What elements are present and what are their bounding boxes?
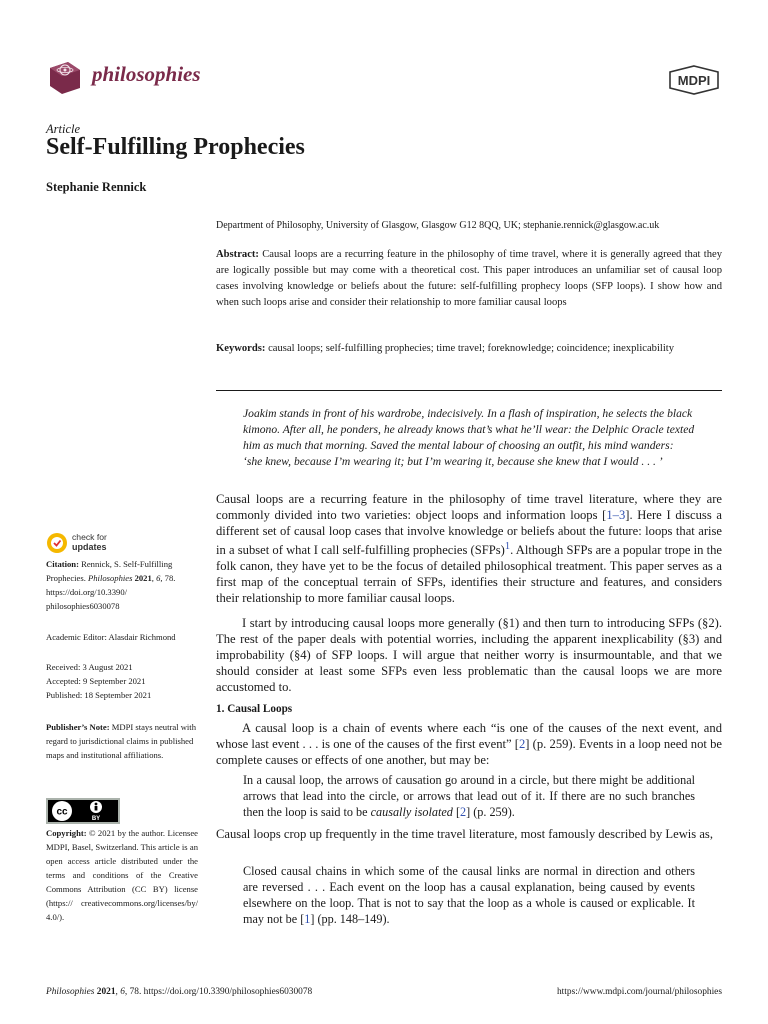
citation-link[interactable]: 1–3 (606, 508, 626, 522)
keywords-label: Keywords: (216, 343, 266, 354)
footer-journal-url[interactable]: https://www.mdpi.com/journal/philosophies (556, 987, 722, 997)
block-quote-2: Closed causal chains in which some of the causal links are normal in direction and others are reversed . . . Each event on the loop has a causal explanation, being caused by events elsewhere on the loop. That is not to say that the loop as a whole is caused or explicable. It may not be [1] (pp. 148–149). (243, 864, 695, 926)
cc-text: cc (56, 806, 68, 818)
citation-link[interactable]: 2 (518, 737, 526, 751)
intro-paragraph-2: I start by introducing causal loops more generally (§1) and then turn to introducing SFPs (§2). The rest of the paper deals with potential worries, including the apparent inexplicability (§3) and improbability (§4) of SFP loops. I will argue that neither worry is insurmountable, and that we should consider at least some SFPs even less problematic than the causal loops we are more accustomed to. (216, 616, 722, 694)
author-name: Stephanie Rennick (46, 180, 147, 194)
citation-block: Citation: Rennick, S. Self-Fulfilling Prophecies. Philosophies 2021, 6, 78. https://doi.org/10.3390/ philosophies6030078 (46, 559, 176, 611)
check-updates-line2: updates (72, 542, 107, 552)
section-heading: 1. Causal Loops (216, 703, 293, 715)
causal-paragraph-1: A causal loop is a chain of events where each “is one of the causes of the next event, and whose last event . . . is one of the causes of the first event” [2] (p. 259). Events in a loop need not be complete causes or effects of one another, but may be: (216, 721, 722, 767)
author-affiliation: Department of Philosophy, University of Glasgow, Glasgow G12 8QQ, UK; stephanie.rennick@glasgow.ac.uk (216, 220, 660, 231)
abstract (216, 247, 722, 311)
published-date: Published: 18 September 2021 (46, 690, 152, 700)
accepted-date: Accepted: 9 September 2021 (46, 676, 146, 686)
journal-name: philosophies (92, 62, 201, 86)
publisher-note: Publisher’s Note: MDPI stays neutral with regard to jurisdictional claims in published maps and institutional affiliations. (46, 722, 196, 760)
block-quote-1: In a causal loop, the arrows of causation go around in a circle, but there might be additional arrows that lead into the circle, or arrows that lead out of it. If there are no such branches then the loop is said to be causally isolated [2] (p. 259). (243, 773, 695, 819)
academic-editor: Academic Editor: Alasdair Richmond (46, 632, 176, 642)
article-title: Self-Fulfilling Prophecies (46, 134, 305, 160)
publication-dates (46, 660, 198, 702)
footer-citation: Philosophies 2021, 6, 78. https://doi.org/10.3390/philosophies6030078 (46, 987, 313, 997)
keywords-text: causal loops; self-fulfilling prophecies; time travel; foreknowledge; coincidence; inexplicability (265, 343, 675, 354)
keywords (216, 341, 722, 357)
abstract-text: Causal loops are a recurring feature in the philosophy of time travel, where it is generally agreed that they are logically possible but may come with a theoretical cost. This paper introduces an unfamiliar set of causal loop cases involving knowledge or beliefs about the future: self-fulfilling prophecy loops (SFP loops). I show how and when such loops arise and consider their relationship to more familiar causal loops (216, 249, 722, 308)
check-for-updates-button[interactable] (46, 532, 156, 554)
mdpi-logo-icon (666, 64, 722, 96)
journal-book-icon (46, 58, 84, 96)
footnote-link[interactable]: 1 (504, 541, 511, 552)
received-date: Received: 3 August 2021 (46, 662, 133, 672)
publisher-logo-text: MDPI (677, 73, 711, 88)
citation-link[interactable]: 1 (304, 912, 311, 926)
epigraph: Joakim stands in front of his wardrobe, indecisively. In a flash of inspiration, he selects the black kimono. After all, he ponders, he already knows that’s what he’ll wear: the Delphic Oracle texted him as much that morning. Saved the mental labour of choosing an outfit, his mind wanders: ‘she knew, because I’m wearing it; but I’m wearing it, because she knew that I would . . . ’ (243, 407, 695, 468)
causal-paragraph-2: Causal loops crop up frequently in the time travel literature, most famously described by Lewis as, (216, 827, 713, 841)
section-divider (216, 390, 722, 391)
check-for-updates-icon (46, 532, 68, 554)
abstract-label: Abstract: (216, 249, 259, 260)
cc-by-license-icon[interactable] (46, 798, 120, 824)
intro-paragraph-1: Causal loops are a recurring feature in the philosophy of time travel literature, where they are commonly divided into two varieties: object loops and information loops [1–3]. Here I discuss a different set of causal loop cases that involve knowledge or beliefs about the future: loops that arise in a subset of what I call self-fulfilling prophecies (SFPs)$^1$. Although SFPs are a popular trope in the folk canon, they have yet to be the focus of detailed philosophical treatment. This paper serves as a first map of the conceptual terrain of SFPs, identifies their structure and features, and considers their relationship to more familiar causal loops. (216, 492, 723, 606)
check-updates-line1: check for (72, 532, 107, 542)
copyright-notice: Copyright: © 2021 by the author. Licensee MDPI, Basel, Switzerland. This article is an open access article distributed under the terms and conditions of the Creative Commons Attribution (CC BY) license (https:// creativecommons.org/licenses/by/ 4.0/). (46, 828, 198, 922)
citation-link[interactable]: 2 (460, 805, 467, 819)
cc-by-text: BY (91, 816, 101, 822)
article-type: Article (46, 122, 81, 136)
